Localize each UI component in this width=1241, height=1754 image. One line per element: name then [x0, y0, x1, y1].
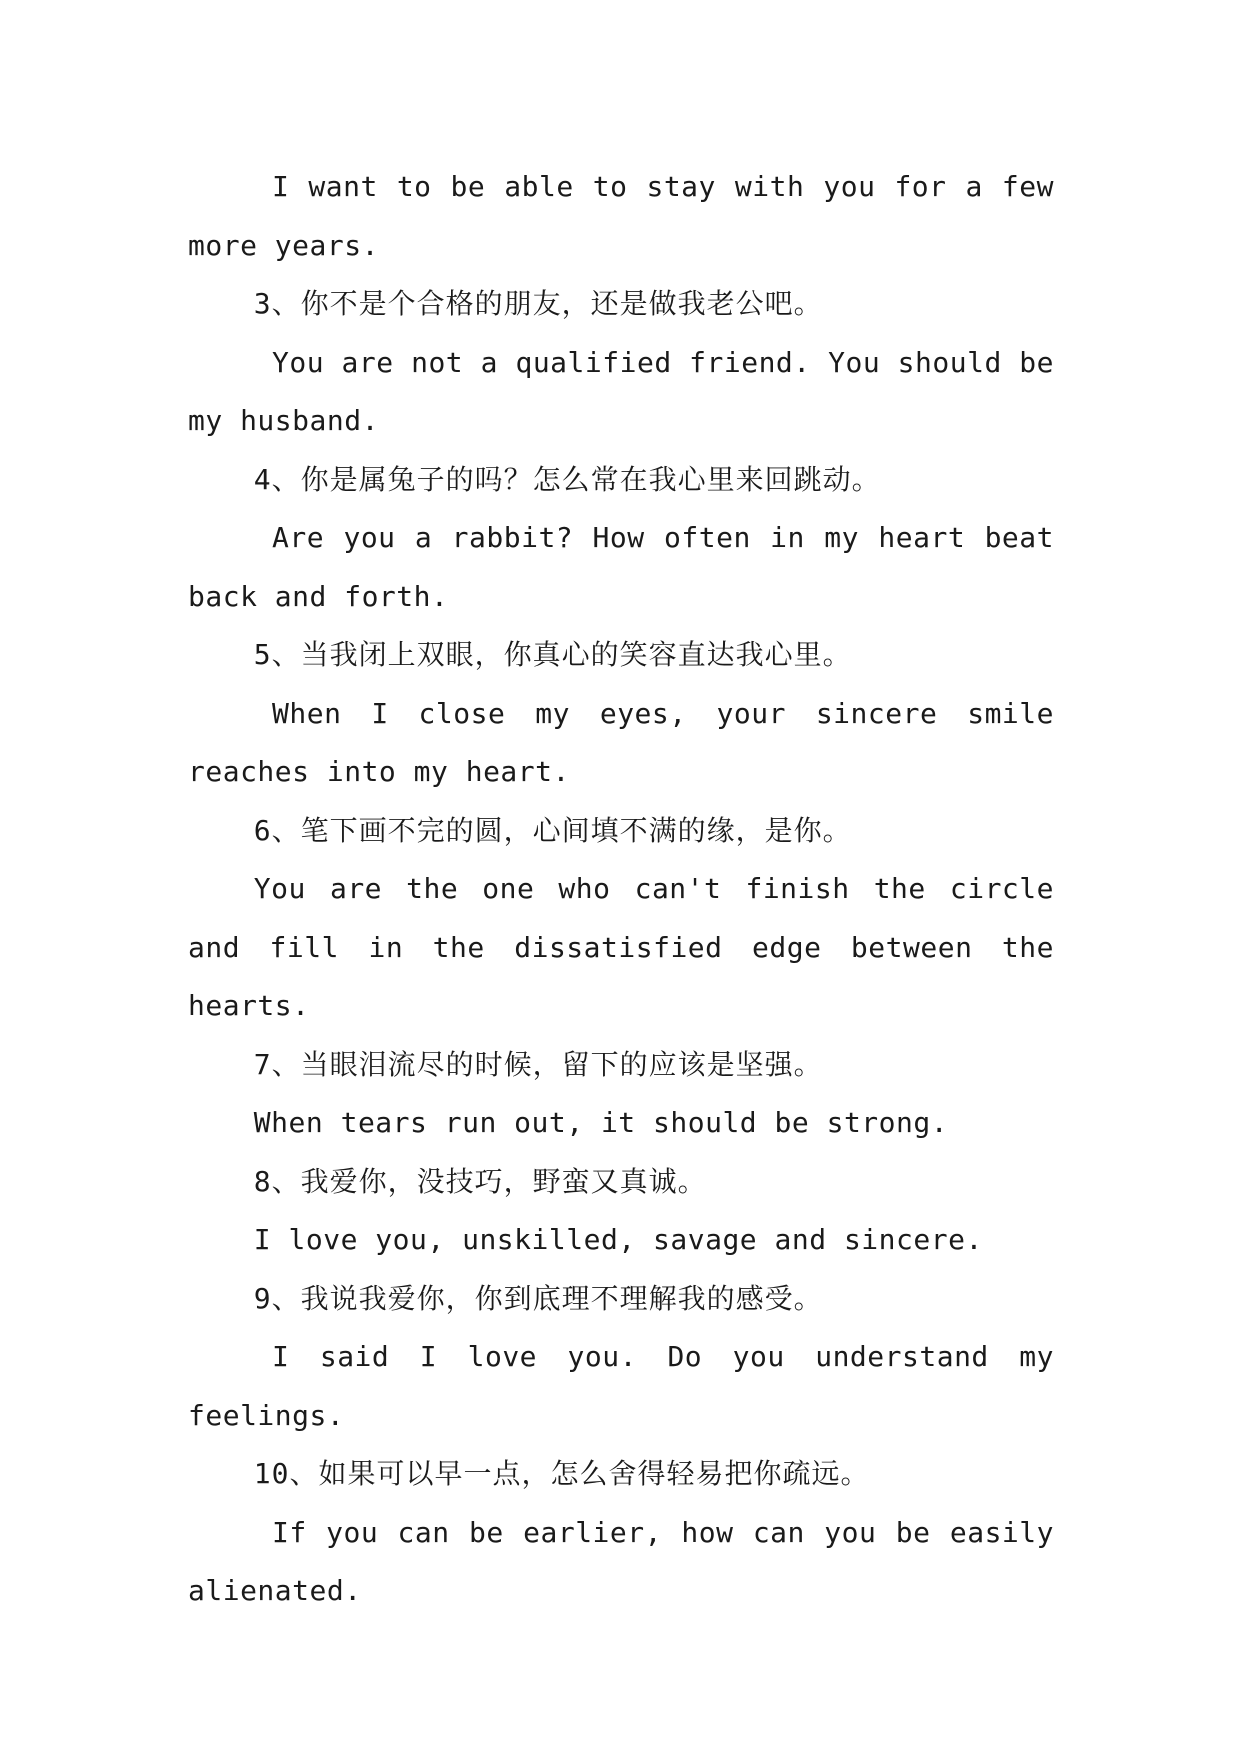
paragraph-chinese-6: 6、笔下画不完的圆，心间填不满的缘，是你。 [253, 813, 852, 847]
paragraph-chinese-4: 4、你是属兔子的吗？怎么常在我心里来回跳动。 [253, 462, 881, 496]
paragraph-english-4: Are you a rabbit? How often in my heart beat back and forth. [188, 521, 1054, 613]
paragraph-english-9: I said I love you. Do you understand my feelings. [188, 1340, 1054, 1432]
paragraph-english-10: If you can be earlier, how can you be easily alienated. [188, 1515, 1054, 1607]
paragraph-english-6: You are the one who can't finish the circle and fill in the dissatisfied edge between the hearts. [188, 872, 1054, 1022]
paragraph-chinese-7: 7、当眼泪流尽的时候，留下的应该是坚强。 [253, 1047, 823, 1081]
paragraph-english-5: When I close my eyes, your sincere smile reaches into my heart. [188, 696, 1054, 788]
paragraph-chinese-3: 3、你不是个合格的朋友，还是做我老公吧。 [253, 287, 823, 320]
paragraph-chinese-8: 8、我爱你，没技巧，野蛮又真诚。 [253, 1164, 707, 1198]
paragraph-english-3: You are not a qualified friend. You should be my husband. [188, 345, 1054, 437]
paragraph-chinese-9: 9、我说我爱你，你到底理不理解我的感受。 [253, 1281, 823, 1315]
document-body [188, 158, 1054, 1621]
paragraph-chinese-10: 10、如果可以早一点，怎么舍得轻易把你疏远。 [253, 1457, 870, 1490]
paragraph-chinese-5: 5、当我闭上双眼，你真心的笑容直达我心里。 [253, 638, 852, 671]
paragraph-english-2: I want to be able to stay with you for a few more years. [188, 170, 1054, 262]
paragraph-english-8: I love you, unskilled, savage and sincere. [253, 1223, 983, 1256]
paragraph-english-7: When tears run out, it should be strong. [253, 1106, 949, 1139]
